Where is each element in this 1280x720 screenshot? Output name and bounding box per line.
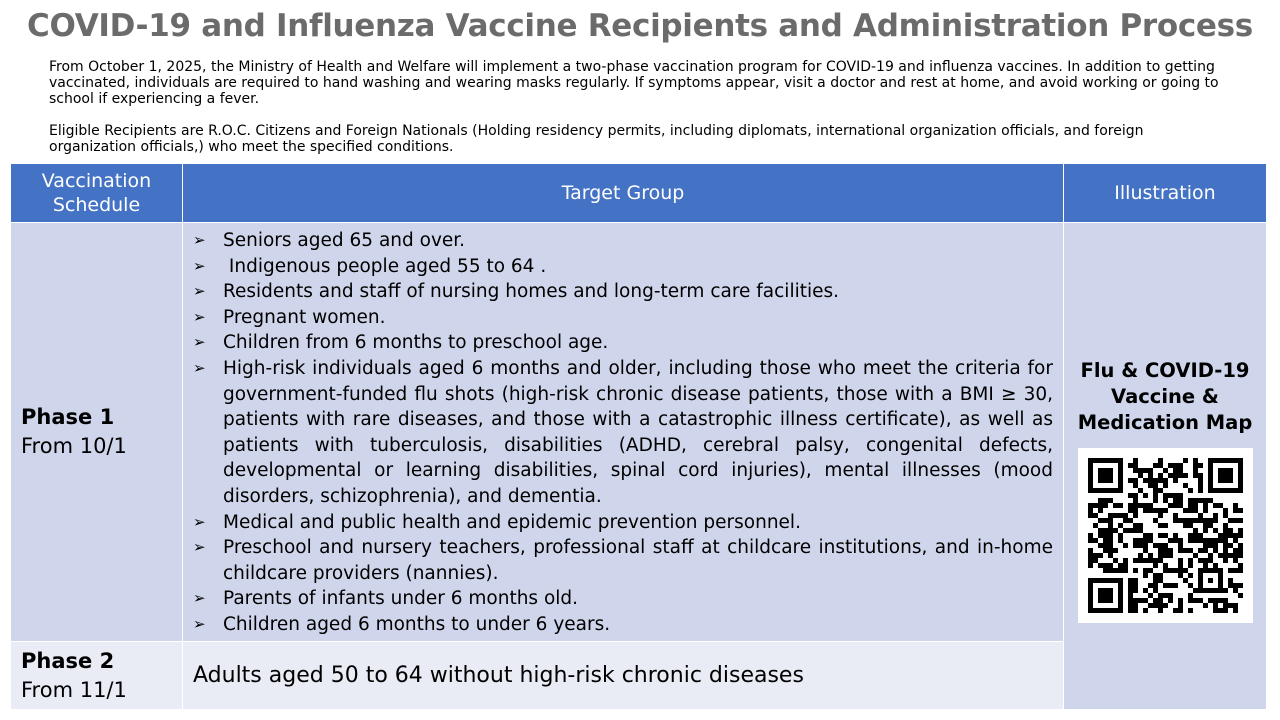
intro-paragraph-1: From October 1, 2025, the Ministry of Health and Welfare will implement a two-phase vaccination program for COVID-19 and influenza vaccines. In addition to getting vaccinated, individuals are required to hand washing and wearing masks regularly. If symptoms appear, visit a doctor and rest at home, and avoid working or going to school if experiencing a fever. xyxy=(49,59,1219,107)
phase1-row xyxy=(11,223,1267,642)
target-list-item xyxy=(193,586,1053,612)
arrow-bullet-icon: ➢ xyxy=(193,358,206,377)
header-schedule: Vaccination Schedule xyxy=(11,164,183,223)
phase2-name: Phase 2 xyxy=(21,648,115,673)
intro-paragraph-2: Eligible Recipients are R.O.C. Citizens and Foreign Nationals (Holding residency permits, including diplomats, international organization officials, and foreign organization officials,) who meet the specified conditions. xyxy=(49,123,1144,155)
table-header-row xyxy=(11,164,1267,223)
header-target: Target Group xyxy=(183,164,1064,223)
target-text: Pregnant women. xyxy=(223,306,386,328)
arrow-bullet-icon: ➢ xyxy=(193,614,206,633)
target-list-item xyxy=(193,510,1053,536)
phase1-name: Phase 1 xyxy=(21,405,115,429)
phase1-date: From 10/1 xyxy=(21,434,127,458)
illustration-cell xyxy=(1064,223,1267,710)
target-text: Parents of infants under 6 months old. xyxy=(223,588,579,610)
target-text: Residents and staff of nursing homes and long-term care facilities. xyxy=(223,281,840,303)
arrow-bullet-icon: ➢ xyxy=(193,589,206,608)
arrow-bullet-icon: ➢ xyxy=(193,538,206,557)
target-text: Seniors aged 65 and over. xyxy=(223,230,466,251)
illustration-title: Flu & COVID-19 Vaccine & Medication Map xyxy=(1077,359,1253,434)
arrow-bullet-icon: ➢ xyxy=(193,512,206,531)
phase1-target-list xyxy=(193,228,1059,638)
vaccination-table xyxy=(10,163,1267,710)
target-text: Medical and public health and epidemic prevention personnel. xyxy=(223,511,801,533)
target-text: Children aged 6 months to under 6 years. xyxy=(223,613,611,635)
phase2-schedule-cell xyxy=(11,642,183,710)
target-text: Preschool and nursery teachers, professional staff at childcare institutions, and in-home childcare providers (nannies). xyxy=(223,537,1059,584)
target-list-item xyxy=(193,279,1053,305)
arrow-bullet-icon: ➢ xyxy=(193,282,206,301)
target-list-item xyxy=(193,305,1053,331)
target-text: Children from 6 months to preschool age. xyxy=(223,332,609,354)
arrow-bullet-icon: ➢ xyxy=(193,256,206,275)
target-list-item xyxy=(193,356,1059,510)
target-list-item xyxy=(193,535,1059,586)
phase2-target: Adults aged 50 to 64 without high-risk chronic diseases xyxy=(183,642,1064,710)
target-list-item xyxy=(193,254,1053,280)
target-text: High-risk individuals aged 6 months and older, including those who meet the criteria for government-funded flu shots (high-risk chronic disease patients, those with a BMI ≥ 30, patients with rare diseases, and those with a catastrophic illness certificate), as well as patients with tuberculosis, disabilities (ADHD, cerebral palsy, congenital defects, developmental or learning disabilities, spinal cord injuries), mental illnesses (mood disorders, schizophrenia), and dementia. xyxy=(223,357,1059,507)
page-title: COVID-19 and Influenza Vaccine Recipients and Administration Process xyxy=(27,8,1253,44)
target-list-item xyxy=(193,330,1053,356)
arrow-bullet-icon: ➢ xyxy=(193,333,206,352)
arrow-bullet-icon: ➢ xyxy=(193,307,206,326)
phase2-date: From 11/1 xyxy=(21,677,127,702)
header-illustration: Illustration xyxy=(1064,164,1267,223)
arrow-bullet-icon: ➢ xyxy=(193,231,206,249)
phase1-schedule-cell xyxy=(11,223,183,642)
target-text: Indigenous people aged 55 to 64 . xyxy=(223,255,547,277)
target-list-item xyxy=(193,612,1053,638)
phase1-target-cell xyxy=(183,223,1064,642)
target-list-item xyxy=(193,228,1053,254)
qr-code-icon[interactable] xyxy=(1078,448,1253,623)
